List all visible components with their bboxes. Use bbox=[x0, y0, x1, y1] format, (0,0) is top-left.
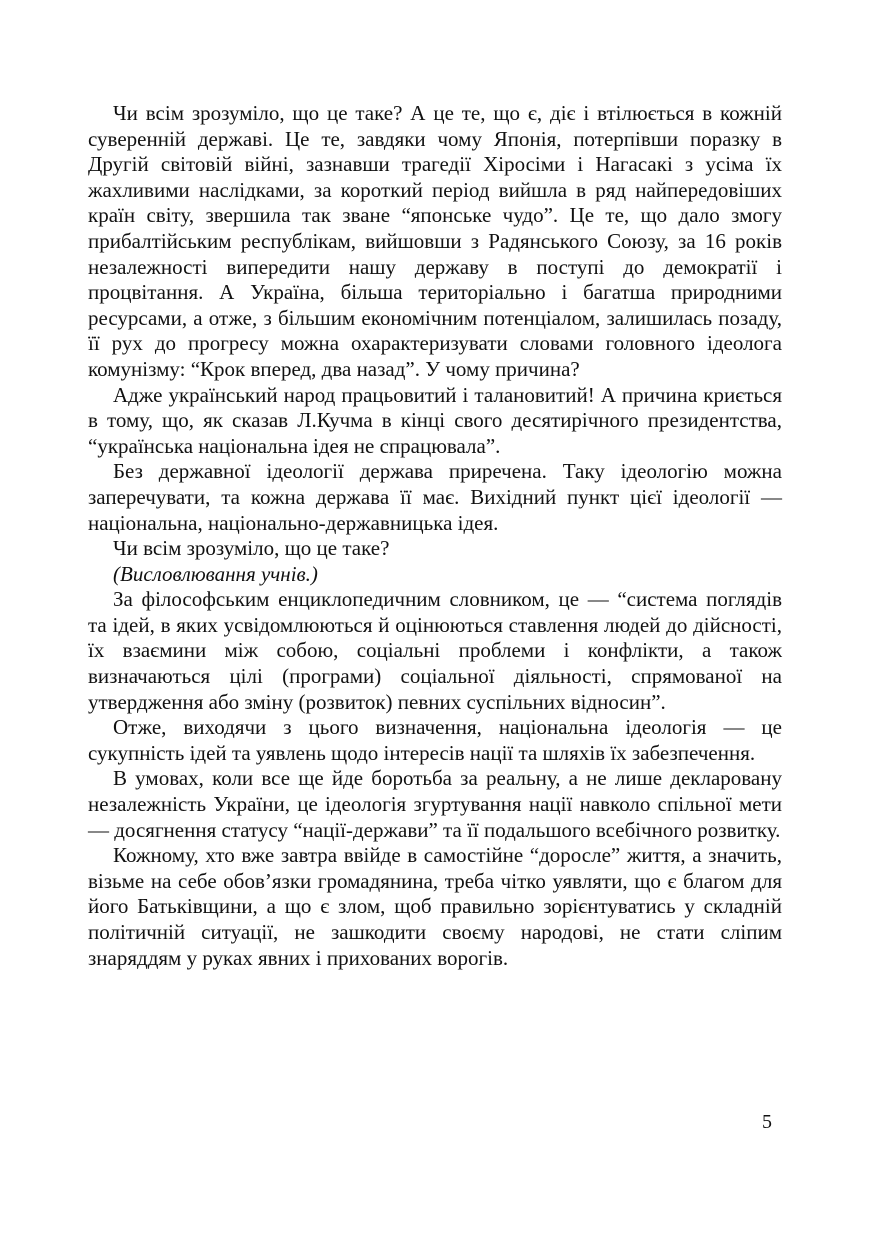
paragraph-adult-life: Кожному, хто вже завтра ввійде в самостійне “доросле” життя, а значить, візьме на себе обов’язки громадянина, треба чітко уявляти, що є благом для його Батьківщини, а що є злом, щоб правильно зорієнтуватись у складній політичній ситуації, не зашкодити своєму народові, не стати сліпим знаряддям у руках явних і прихованих ворогів. bbox=[88, 843, 782, 970]
page-number: 5 bbox=[762, 1111, 772, 1133]
paragraph-student-remarks: (Висловлювання учнів.) bbox=[113, 561, 318, 586]
paragraph-japan-baltic: Чи всім зрозуміло, що це таке? А це те, що є, діє і втілюється в кожній суверенній державі. Це те, завдяки чому Японія, потерпівши поразку в Другій світовій війні, зазнавши трагедії Хіросіми і Нагасакі з усіма їх жахливими наслідками, за короткий період вийшла в ряд найпередовіших країн світу, звершила так зване “японське чудо”. Це те, що дало змогу прибалтійським республікам, вийшовши з Радянського Союзу, за 16 років незалежності випередити нашу державу в поступі до демократії і процвітання. А Україна, більша територіально і багатша природними ресурсами, а отже, з більшим економічним потенціалом, залишилась позаду, її рух до прогресу можна охарактеризувати словами головного ідеолога комунізму: “Крок вперед, два назад”. У чому причина? bbox=[88, 101, 782, 381]
paragraph-state-ideology: Без державної ідеології держава приречена. Таку ідеологію можна заперечувати, та кожна держава її має. Вихідний пункт цієї ідеології — національна, національно-державницька ідея. bbox=[88, 459, 782, 535]
paragraph-independence-struggle: В умовах, коли все ще йде боротьба за реальну, а не лише декларовану незалежність України, це ідеологія згуртування нації навколо спільної мети — досягнення статусу “нації-держави” та її подальшого всебічного розвитку. bbox=[88, 766, 782, 842]
paragraph-question: Чи всім зрозуміло, що це таке? bbox=[113, 536, 390, 561]
paragraph-encyclopedia-definition: За філософським енциклопедичним словником, це — “система поглядів та ідей, в яких усвідомлюються й оцінюються ставлення людей до дійсності, їх взаємини між собою, соціальні проблеми і конфлікти, а також визначаються цілі (програми) соціальної діяльності, спрямованої на утвердження або зміну (розвиток) певних суспільних відносин”. bbox=[88, 587, 782, 714]
paragraph-national-ideology: Отже, виходячи з цього визначення, національна ідеологія — це сукупність ідей та уявлень щодо інтересів нації та шляхів їх забезпечення. bbox=[88, 715, 782, 765]
page-body bbox=[88, 101, 782, 971]
paragraph-kuchma-quote: Адже український народ працьовитий і талановитий! А причина криється в тому, що, як сказав Л.Кучма в кінці свого десятирічного президентства, “українська національна ідея не спрацювала”. bbox=[88, 382, 782, 458]
